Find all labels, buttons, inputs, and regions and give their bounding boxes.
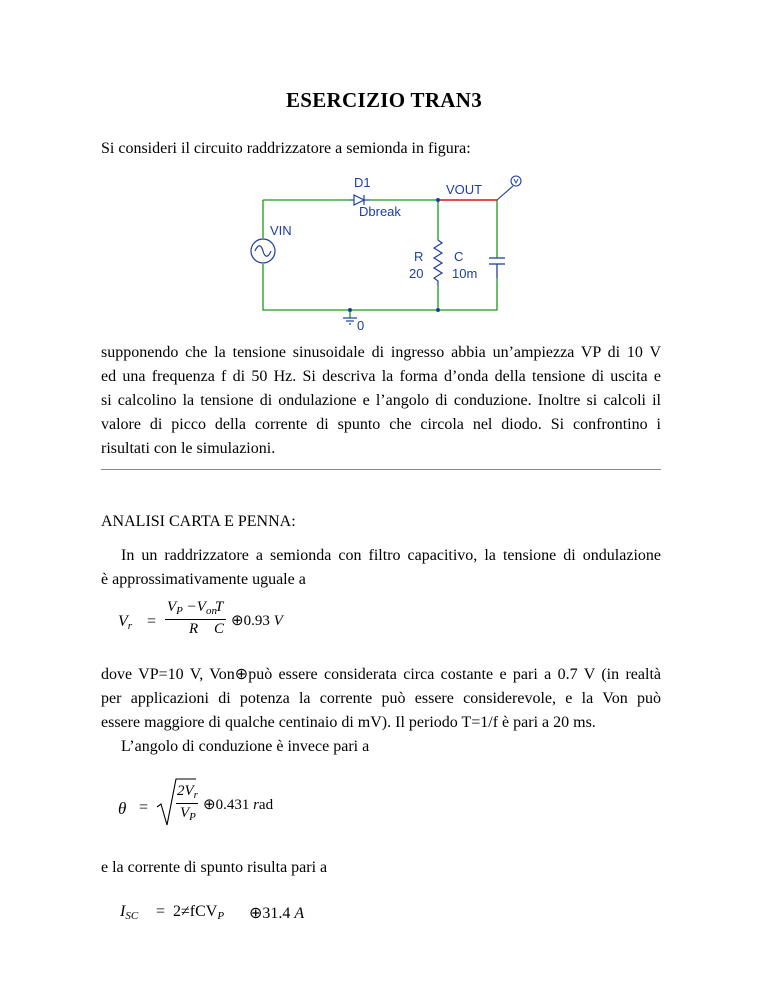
ground-symbol bbox=[343, 318, 357, 324]
diode-label: D1 bbox=[354, 175, 371, 190]
diode-model-label: Dbreak bbox=[359, 204, 401, 219]
node-dot bbox=[436, 308, 440, 312]
section-title: ANALISI CARTA E PENNA: bbox=[101, 513, 296, 530]
resistor-label: R bbox=[414, 249, 424, 264]
capacitor-label: C bbox=[454, 249, 464, 264]
eq-numerator: $2V_r$ bbox=[177, 783, 198, 801]
resistor-symbol bbox=[434, 240, 442, 286]
analysis-line: per applicazioni di potenza la corrente può essere considerevole, e la Von può bbox=[101, 690, 661, 707]
analysis-line: è approssimativamente uguale a bbox=[101, 571, 306, 588]
voltage-source-symbol bbox=[251, 239, 275, 263]
eq-numerator: $V_P -V_{on}$ bbox=[167, 599, 217, 617]
eq-equals: = bbox=[147, 613, 157, 630]
fraction-bar bbox=[213, 619, 226, 620]
node-dot bbox=[436, 198, 440, 202]
problem-line: ed una frequenza f di 50 Hz. Si descriva la forma d’onda della tensione di uscita e bbox=[101, 368, 661, 385]
capacitor-value: 10m bbox=[452, 266, 478, 281]
ground-label: 0 bbox=[357, 318, 365, 333]
eq-denominator: R bbox=[189, 621, 199, 637]
problem-line: valore di picco della corrente di spunto che circola nel diodo. Si confrontino i bbox=[101, 416, 661, 433]
problem-line: risultati con le simulazioni. bbox=[101, 440, 276, 457]
eq-lhs: ISC bbox=[120, 903, 139, 922]
eq-equals: = bbox=[139, 799, 149, 816]
analysis-line: e la corrente di spunto risulta pari a bbox=[101, 859, 328, 876]
voltage-probe-icon bbox=[497, 176, 521, 200]
eq-result: ⊕31.4 A bbox=[249, 905, 305, 922]
analysis-line: L’angolo di conduzione è invece pari a bbox=[121, 738, 370, 755]
eq-equals: = bbox=[156, 903, 166, 920]
page-title: ESERCIZIO TRAN3 bbox=[285, 88, 483, 112]
capacitor-symbol bbox=[489, 258, 505, 278]
analysis-line: In un raddrizzatore a semionda con filtro capacitivo, la tensione di ondulazione bbox=[121, 547, 661, 564]
analysis-line: dove VP=10 V, Von⊕può essere considerata circa costante e pari a 0.7 V (in realtà bbox=[101, 666, 661, 683]
circuit-schematic bbox=[230, 168, 550, 338]
eq-rhs: 2≠fCVP bbox=[173, 903, 225, 922]
eq-lhs: Vr bbox=[118, 613, 133, 632]
eq-result: ⊕0.431 rad bbox=[203, 797, 274, 813]
eq-result: ⊕0.93 V bbox=[231, 613, 283, 629]
intro-text: Si consideri il circuito raddrizzatore a semionda in figura: bbox=[101, 140, 471, 157]
divider bbox=[101, 469, 661, 470]
eq-numerator-t: T bbox=[215, 599, 224, 615]
fraction-bar bbox=[176, 803, 198, 804]
eq-denominator: $V_P$ bbox=[180, 805, 196, 823]
vin-label: VIN bbox=[270, 223, 292, 238]
eq-denominator-c: C bbox=[214, 621, 225, 637]
problem-line: supponendo che la tensione sinusoidale di ingresso abbia un’ampiezza VP di 10 V bbox=[101, 344, 661, 361]
problem-statement bbox=[101, 341, 661, 461]
vout-label: VOUT bbox=[446, 182, 483, 197]
eq-lhs: θ bbox=[118, 799, 127, 818]
resistor-value: 20 bbox=[409, 266, 424, 281]
analysis-line: essere maggiore di qualche centinaio di mV). Il periodo T=1/f è pari a 20 ms. bbox=[101, 714, 596, 731]
problem-line: si calcolino la tensione di ondulazione e l’angolo di conduzione. Inoltre si calcoli il bbox=[101, 392, 661, 409]
node-dot bbox=[348, 308, 352, 312]
